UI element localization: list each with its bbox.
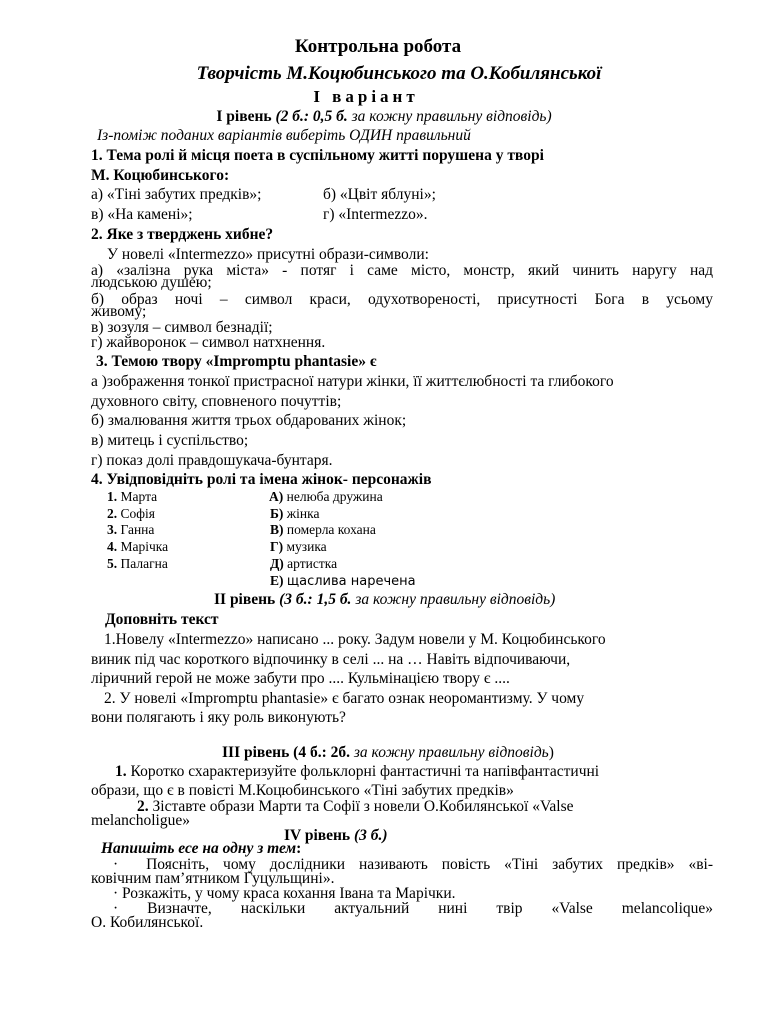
q1-text-line2: М. Коцюбинського: xyxy=(91,167,230,184)
level4-label: ІV рівень xyxy=(284,827,351,844)
q1-option-a: а) «Тіні забутих предків»; xyxy=(91,186,262,203)
level1-score-note: за кожну правильну відповідь) xyxy=(351,108,552,125)
q3-option-g: г) показ долі правдошукача-бунтаря. xyxy=(91,452,333,469)
q2-option-b-line1: б) образ ночі – символ краси, одухотвореності, присутності Бога в усьому xyxy=(91,291,713,308)
level3-label: ІІІ рівень xyxy=(222,744,290,761)
level3-task2-line2: melancholigue» xyxy=(91,812,190,829)
q4-text: 4. Увідповідніть ролі та імена жінок- персонажів xyxy=(91,471,432,488)
level4-subheading: Напишіть есе на одну з тем: xyxy=(101,840,302,857)
bullet-icon: · xyxy=(113,885,119,902)
q4-left-item: 4. Марічка xyxy=(107,539,169,554)
level4-topic3-line1: · Визначте, наскільки актуальний нині твір «Valse melancolique» xyxy=(113,900,713,917)
q2-option-a-line2: людською душею; xyxy=(91,274,212,291)
level3-heading: ІІІ рівень (4 б.: 2б. за кожну правильну відповідь) xyxy=(222,744,554,761)
level3-task1-line2: образи, що є в повісті М.Коцюбинського «Тіні забутих предків» xyxy=(91,782,514,799)
q4-right-item: А) нелюба дружина xyxy=(269,489,383,504)
level2-label: ІІ рівень xyxy=(214,591,276,608)
q3-option-a-line2: духовного світу, сповненого почуттів; xyxy=(91,393,342,410)
level1-label: І рівень xyxy=(216,108,272,125)
level4-topic1-line2: ковічним пам’ятником Гуцульщині». xyxy=(91,870,335,887)
q3-option-v: в) митець і суспільство; xyxy=(91,432,249,449)
level4-topic1-line1: · Поясніть, чому дослідники називають повість «Тіні забутих предків» «ві- xyxy=(113,856,713,873)
q4-right-item: Б) жінка xyxy=(270,506,320,521)
q1-option-g: г) «Intermezzo». xyxy=(323,206,428,223)
level2-heading: ІІ рівень (3 б.: 1,5 б. за кожну правильну відповідь) xyxy=(214,591,556,608)
q2-intro: У новелі «Intermezzo» присутні образи-символи: xyxy=(107,246,429,263)
q2-option-v: в) зозуля – символ безнадії; xyxy=(91,319,273,336)
level2-task1-line1: 1.Новелу «Intermezzo» написано ... року. Задум новели у М. Коцюбинського xyxy=(104,631,606,648)
level3-score: (4 б. xyxy=(293,744,322,761)
level4-topic2: · Розкажіть, у чому краса кохання Івана та Марічки. xyxy=(113,885,456,902)
q4-left-item: 3. Ганна xyxy=(107,522,155,537)
level3-score-note: за кожну правильну відповідь xyxy=(353,744,549,761)
level1-heading xyxy=(0,108,768,126)
q2-option-g: г) жайворонок – символ натхнення. xyxy=(91,334,326,351)
q3-option-b: б) змалювання життя трьох обдарованих жінок; xyxy=(91,412,407,429)
q4-right-item: В) померла кохана xyxy=(270,522,376,537)
level4-score: (3 б.) xyxy=(354,827,388,844)
variant-label: І варіант xyxy=(313,87,419,106)
level2-task2-line2: вони полягають і яку роль виконують? xyxy=(91,709,346,726)
q4-right-item: Г) музика xyxy=(270,539,327,554)
q3-text: 3. Темою твору «Impromptu phantasie» є xyxy=(96,353,377,370)
level2-score: (3 б xyxy=(279,591,304,608)
level2-task2-line1: 2. У новелі «Impromptu phantasie» є багато ознак неоромантизму. У чому xyxy=(104,690,585,707)
q2-option-b-line2: живому; xyxy=(91,303,147,320)
level1-score: (2 б.: 0,5 б. xyxy=(275,108,348,125)
level1-instruction: Із-поміж поданих варіантів виберіть ОДИН правильний xyxy=(97,127,471,144)
level3-task1-line1: 1. Коротко схарактеризуйте фольклорні фантастичні та напівфантастичні xyxy=(115,763,600,780)
q4-left-item: 2. Софія xyxy=(107,506,155,521)
page-subtitle: Творчість М.Коцюбинського та О.Кобилянської xyxy=(196,63,602,84)
level2-subheading: Доповніть текст xyxy=(105,611,219,628)
level4-topic3-line2: О. Кобилянської. xyxy=(91,914,204,931)
q4-left-item: 5. Палагна xyxy=(107,556,168,571)
q2-option-a-line1: а) «залізна рука міста» - потяг і саме місто, монстр, який чинить наругу над xyxy=(91,262,713,279)
q1-option-b: б) «Цвіт яблуні»; xyxy=(323,186,436,203)
q1-option-v: в) «На камені»; xyxy=(91,206,193,223)
q4-right-item: Е) щаслива наречена xyxy=(270,573,416,589)
page-title: Контрольна робота xyxy=(294,36,462,57)
q4-right-item: Д) артистка xyxy=(270,556,338,571)
q2-text: 2. Яке з тверджень хибне? xyxy=(91,226,274,243)
bullet-icon: · xyxy=(113,900,119,917)
bullet-icon: · xyxy=(113,856,119,873)
q4-left-item: 1. Марта xyxy=(107,489,158,504)
level2-score-note: за кожну правильну відповідь) xyxy=(355,591,556,608)
q3-option-a-line1: а )зображення тонкої пристрасної натури жінки, її життєлюбності та глибокого xyxy=(91,373,614,390)
q1-text-line1: 1. Тема ролі й місця поета в суспільному житті порушена у творі xyxy=(91,147,544,164)
level3-task2-line1: 2. Зіставте образи Марти та Софії з новели О.Кобилянської «Valse xyxy=(137,798,574,815)
level2-task1-line2: виник під час короткого відпочинку в селі ... на … Навіть відпочиваючи, xyxy=(91,651,571,668)
level2-task1-line3: ліричний герой не може забути про .... Кульмінацією твору є .... xyxy=(91,670,510,687)
